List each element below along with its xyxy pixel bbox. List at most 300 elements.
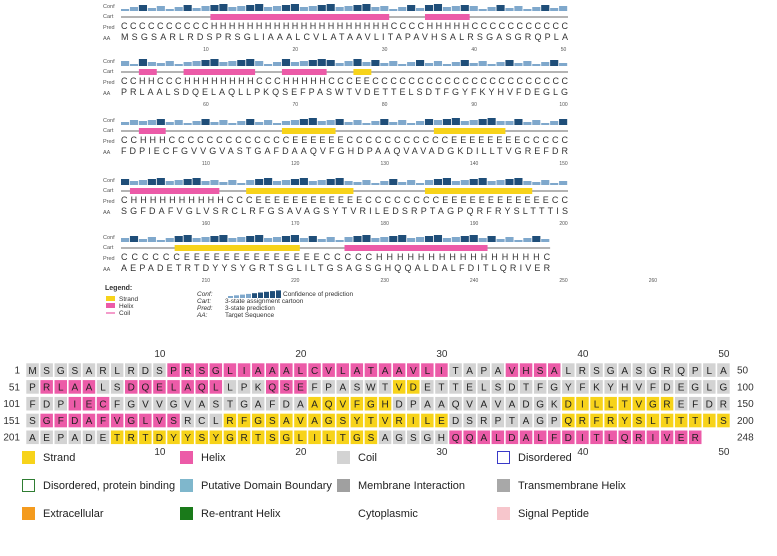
residue-letter: Y: [607, 382, 614, 394]
legend-key-cart_key: Cart:: [197, 298, 212, 305]
residue-letter: I: [242, 365, 246, 377]
residue-letter: S: [635, 416, 643, 428]
residue-letter: T: [663, 416, 671, 428]
residue-letter: A: [184, 382, 192, 394]
legend-desc-cart_desc: 3-state assignment cartoon: [225, 298, 304, 305]
residue-letter: S: [353, 382, 361, 394]
key-item-signal-peptide: [497, 507, 589, 520]
psipred-row-label-pred: Pred: [103, 25, 115, 31]
residue-letter: F: [692, 399, 699, 411]
residue-letter: D: [282, 399, 290, 411]
psipred-row-label-cart: Cart: [103, 128, 114, 134]
position-tick-label: 200: [559, 221, 568, 227]
psipred-row-label-aa: AA: [103, 150, 111, 156]
residue-letter: A: [438, 399, 445, 411]
position-tick-label: 120: [291, 161, 300, 167]
position-tick-label: 20: [292, 47, 299, 53]
residue-letter: A: [480, 433, 488, 444]
residue-letter: A: [282, 416, 290, 428]
sequence-string: AEPADETRTDYYSYGRTSGLILTGSAGSGHQQALDALFDITLQRIVER: [121, 263, 551, 273]
residue-letter: S: [212, 399, 220, 411]
residue-letter: D: [451, 416, 460, 428]
residue-letter: Q: [620, 433, 629, 444]
key-label-strand: Strand: [43, 451, 76, 464]
residue-letter: D: [705, 399, 713, 411]
residue-letter: P: [57, 399, 65, 411]
psipred-row-label-aa: AA: [103, 91, 111, 97]
residue-letter: H: [621, 382, 629, 394]
residue-letter: S: [635, 365, 643, 377]
position-tick-label: 60: [203, 102, 209, 108]
residue-letter: T: [452, 365, 459, 377]
key-item-membrane-interaction: [337, 479, 465, 492]
residue-letter: S: [198, 365, 206, 377]
residue-letter: F: [537, 382, 544, 394]
residue-letter: K: [593, 382, 600, 394]
key-item-disordered: [497, 451, 572, 464]
residue-letter: E: [424, 382, 431, 394]
residue-letter: R: [663, 365, 671, 377]
residue-letter: F: [241, 416, 248, 428]
residue-letter: S: [113, 382, 121, 394]
position-tick-label: 250: [559, 278, 568, 284]
key-swatch-disordered-protein-binding: [22, 479, 35, 492]
key-item-helix: [180, 451, 225, 464]
residue-letter: Y: [212, 433, 220, 444]
residue-letter: C: [198, 416, 206, 428]
residue-letter: L: [100, 382, 106, 394]
residue-letter: F: [311, 382, 318, 394]
residue-letter: P: [240, 382, 248, 394]
residue-letter: G: [423, 433, 432, 444]
residue-letter: D: [663, 382, 671, 394]
residue-letter: T: [621, 399, 628, 411]
residue-letter: S: [29, 416, 36, 428]
residue-letter: E: [466, 382, 473, 394]
residue-letter: A: [480, 399, 488, 411]
prediction-string: CCHHHCCCCCCCCCCCCCEEEEEECCCCCCCCCCCEEEEEEEECCCCC: [121, 135, 568, 145]
residue-letter: G: [395, 433, 403, 444]
residue-letter: L: [213, 416, 219, 428]
row-end-number: 200: [737, 415, 754, 427]
residue-letter: F: [99, 416, 107, 428]
residue-letter: S: [466, 416, 473, 428]
key-label-signal-peptide: Signal Peptide: [518, 507, 589, 520]
residue-letter: D: [564, 433, 572, 444]
residue-letter: Q: [268, 382, 277, 394]
row-end-number: 150: [737, 399, 754, 411]
residue-letter: L: [213, 382, 219, 394]
residue-letter: F: [269, 399, 276, 411]
residue-letter: C: [99, 399, 107, 411]
key-label-cytoplasmic: Cytoplasmic: [358, 507, 418, 520]
residue-letter: D: [508, 433, 516, 444]
residue-letter: F: [649, 382, 656, 394]
residue-letter: L: [424, 416, 431, 428]
position-tick-label: 90: [471, 102, 477, 108]
residue-letter: F: [579, 382, 586, 394]
residue-letter: E: [297, 382, 304, 394]
psipred-row-label-aa: AA: [103, 36, 111, 42]
legend-helix-label: Helix: [119, 303, 134, 310]
feature-key: [22, 451, 762, 551]
residue-letter: V: [381, 416, 389, 428]
residue-letter: G: [649, 399, 657, 411]
key-item-re-entrant-helix: [180, 507, 280, 520]
residue-letter: G: [324, 416, 333, 428]
residue-letter: G: [127, 399, 136, 411]
legend-key-pred_key: Pred:: [197, 305, 213, 312]
residue-letter: Q: [141, 382, 150, 394]
psipred-row-label-pred: Pred: [103, 256, 115, 262]
residue-letter: A: [395, 365, 403, 377]
key-label-membrane-interaction: Membrane Interaction: [358, 479, 465, 492]
psipred-row-label-cart: Cart: [103, 14, 114, 20]
psipred-row-label-cart: Cart: [103, 188, 114, 194]
residue-letter: S: [339, 416, 347, 428]
residue-letter: T: [438, 382, 445, 394]
residue-letter: L: [650, 416, 656, 428]
legend-key-conf_key: Conf:: [197, 291, 213, 298]
psipred-row-label-pred: Pred: [103, 139, 115, 145]
key-label-coil: Coil: [358, 451, 377, 464]
residue-letter: P: [170, 365, 177, 377]
residue-letter: L: [340, 365, 346, 377]
residue-letter: F: [114, 399, 121, 411]
residue-letter: Y: [621, 416, 629, 428]
residue-letter: R: [578, 365, 587, 377]
key-swatch-extracellular: [22, 507, 35, 520]
sequence-string: FDPIECFGVVGVASTGAFDAAQVFGHDPAAQVAVADGKDILLTVGREFDR: [121, 146, 568, 156]
legend-desc-conf_desc: Confidence of prediction: [283, 291, 354, 298]
residue-letter: R: [42, 382, 51, 394]
residue-letter: A: [508, 399, 516, 411]
residue-letter: S: [268, 416, 276, 428]
residue-letter: R: [691, 433, 699, 444]
residue-letter: D: [564, 399, 572, 411]
psipred-row-label-conf: Conf: [103, 235, 115, 241]
residue-letter: L: [706, 382, 713, 394]
residue-letter: T: [678, 416, 685, 428]
residue-letter: A: [550, 365, 558, 377]
residue-letter: T: [452, 382, 459, 394]
residue-letter: A: [282, 365, 290, 377]
residue-letter: G: [536, 416, 544, 428]
residue-letter: G: [240, 399, 248, 411]
residue-letter: L: [227, 365, 233, 377]
position-tick-label: 230: [380, 278, 389, 284]
residue-letter: R: [240, 433, 248, 444]
residue-letter: A: [339, 382, 347, 394]
row-end-number: 248: [737, 432, 754, 444]
residue-letter: F: [57, 416, 64, 428]
residue-letter: L: [58, 382, 64, 394]
residue-letter: A: [353, 365, 361, 377]
residue-letter: Q: [451, 433, 460, 444]
residue-letter: G: [691, 382, 700, 394]
residue-letter: R: [578, 416, 587, 428]
position-tick-label: 140: [469, 161, 479, 167]
residue-letter: V: [494, 399, 502, 411]
bottom-position-tick: 30: [436, 447, 448, 458]
residue-letter: G: [367, 399, 375, 411]
residue-letter: A: [381, 365, 389, 377]
residue-letter: V: [156, 416, 163, 428]
legend-title: Legend:: [105, 285, 133, 292]
position-tick-label: 50: [560, 47, 567, 53]
position-tick-label: 40: [471, 47, 477, 53]
residue-letter: S: [268, 433, 276, 444]
residue-letter: Y: [170, 433, 177, 444]
residue-letter: D: [141, 365, 150, 377]
residue-letter: T: [142, 433, 149, 444]
residue-letter: A: [85, 382, 93, 394]
key-label-disordered-protein-binding: Disordered, protein binding: [43, 479, 176, 492]
key-swatch-membrane-interaction: [337, 479, 350, 492]
prediction-string: CCHHCCCHHHHHHHHCCCHHHHHCCCEECCCCCCCCCCCCCCCCCCCCCC: [121, 76, 568, 86]
residue-letter: D: [395, 399, 403, 411]
position-tick-label: 260: [648, 278, 658, 284]
key-label-disordered: Disordered: [518, 451, 572, 464]
top-position-tick: 20: [295, 349, 307, 360]
residue-letter: A: [268, 365, 276, 377]
position-tick-label: 170: [291, 221, 300, 227]
key-swatch-strand: [22, 451, 35, 464]
prediction-string: CHHHHHHHHHHCCCEEEEEEEEEEEECCCCCCCCEEEEEEEEEEEECC: [121, 195, 568, 205]
residue-letter: T: [114, 433, 121, 444]
residue-letter: C: [310, 365, 319, 377]
key-swatch-helix: [180, 451, 193, 464]
bottom-position-tick: 20: [295, 447, 307, 458]
key-item-strand: [22, 451, 75, 464]
residue-letter: V: [395, 382, 403, 394]
residue-letter: G: [550, 382, 559, 394]
key-label-re-entrant-helix: Re-entrant Helix: [201, 507, 281, 520]
key-swatch-coil: [337, 451, 350, 464]
residue-letter: R: [127, 365, 135, 377]
row-start-number: 101: [3, 399, 20, 411]
residue-letter: I: [73, 399, 77, 411]
residue-letter: G: [282, 433, 291, 444]
position-tick-label: 160: [201, 221, 211, 227]
residue-letter: R: [99, 365, 107, 377]
top-position-tick: 50: [718, 349, 730, 360]
residue-letter: L: [607, 399, 614, 411]
row-end-number: 50: [737, 365, 749, 377]
legend-coil-label: Coil: [119, 310, 131, 317]
residue-letter: W: [366, 382, 376, 394]
residue-letter: R: [606, 416, 615, 428]
residue-letter: S: [593, 365, 600, 377]
residue-letter: S: [409, 433, 417, 444]
residue-letter: P: [57, 433, 65, 444]
residue-letter: P: [409, 399, 417, 411]
residue-letter: R: [184, 416, 192, 428]
residue-letter: V: [635, 382, 643, 394]
residue-letter: A: [85, 365, 93, 377]
residue-letter: V: [508, 365, 516, 377]
residue-letter: A: [71, 433, 79, 444]
residue-letter: D: [155, 433, 164, 444]
residue-letter: S: [282, 382, 290, 394]
residue-letter: V: [325, 365, 332, 377]
key-item-coil: [337, 451, 377, 464]
position-tick-label: 70: [292, 102, 299, 108]
residue-letter: A: [424, 399, 431, 411]
residue-letter: L: [593, 399, 600, 411]
residue-letter: I: [581, 399, 584, 411]
psipred-row-label-conf: Conf: [103, 178, 115, 184]
residue-letter: G: [127, 416, 136, 428]
residue-letter: Q: [564, 416, 573, 428]
residue-letter: S: [198, 433, 206, 444]
residue-letter: L: [227, 382, 233, 394]
residue-letter: A: [29, 433, 36, 444]
position-tick-label: 80: [381, 102, 388, 108]
residue-letter: R: [663, 399, 671, 411]
residue-letter: G: [42, 416, 51, 428]
residue-letter: G: [211, 365, 220, 377]
residue-letter: Q: [324, 399, 333, 411]
residue-letter: A: [466, 365, 473, 377]
top-position-tick: 30: [436, 349, 448, 360]
legend-key-aa_key: AA:: [197, 312, 208, 318]
position-tick-label: 130: [380, 161, 389, 167]
key-item-extracellular: [22, 507, 104, 520]
residue-letter: P: [325, 382, 332, 394]
residue-letter: R: [184, 365, 192, 377]
residue-letter: L: [170, 382, 177, 394]
residue-letter: E: [43, 433, 50, 444]
residue-letter: V: [156, 399, 163, 411]
position-tick-label: 240: [469, 278, 479, 284]
residue-letter: V: [339, 399, 347, 411]
residue-letter: F: [551, 433, 558, 444]
residue-letter: A: [297, 399, 304, 411]
top-position-tick: 10: [154, 349, 166, 360]
key-item-disordered-protein-binding: [22, 479, 175, 492]
residue-letter: Q: [197, 382, 206, 394]
position-tick-label: 10: [203, 47, 209, 53]
residue-letter: T: [692, 416, 699, 428]
residue-letter: V: [663, 433, 671, 444]
residue-letter: L: [297, 433, 304, 444]
position-tick-label: 210: [201, 278, 211, 284]
residue-letter: F: [353, 399, 360, 411]
prediction-string: CCCCCCCCCCHHHHHHHHHHHHHHHHHHHHCCCCHHHHHCCCCCCCCCCC: [121, 21, 569, 31]
residue-letter: D: [85, 433, 93, 444]
psipred-row-label-cart: Cart: [103, 245, 114, 251]
residue-letter: R: [395, 416, 403, 428]
residue-letter: E: [677, 382, 685, 394]
residue-letter: Y: [353, 416, 361, 428]
residue-letter: L: [607, 433, 614, 444]
legend-strand-label: Strand: [119, 296, 139, 303]
residue-letter: A: [254, 399, 262, 411]
residue-letter: A: [71, 382, 79, 394]
residue-letter: R: [127, 433, 135, 444]
residue-letter: A: [720, 365, 727, 377]
residue-letter: P: [691, 365, 699, 377]
residue-letter: G: [353, 433, 361, 444]
residue-letter: G: [649, 365, 657, 377]
residue-letter: E: [99, 433, 107, 444]
residue-letter: S: [156, 365, 163, 377]
residue-letter: M: [28, 365, 37, 377]
psipred-row-label-conf: Conf: [103, 59, 115, 65]
residue-letter: S: [170, 416, 177, 428]
residue-letter: R: [226, 416, 234, 428]
residue-letter: T: [367, 416, 374, 428]
key-item-putative-domain-boundary: [180, 479, 332, 492]
sequence-string: SGFDAFVGLVSRCLRFGSAVAGSYTVRILEDSRPTAGPQRFRYSLTTTIS: [121, 206, 569, 216]
residue-letter: A: [494, 365, 502, 377]
sequence-string: PRLAALSDQELAQLLPKQSEFPASWTVDETTELSDTFGYFKYHVFDEGLG: [121, 87, 568, 97]
key-label-extracellular: Extracellular: [43, 507, 104, 520]
residue-letter: S: [494, 382, 502, 394]
bottom-position-tick: 40: [577, 447, 589, 458]
residue-letter: Y: [184, 433, 192, 444]
residue-letter: L: [142, 416, 149, 428]
residue-letter: I: [313, 433, 316, 444]
position-tick-label: 30: [381, 47, 388, 53]
legend-desc-aa_desc: Target Sequence: [225, 312, 275, 318]
residue-letter: L: [297, 365, 304, 377]
row-start-number: 51: [8, 382, 20, 394]
position-tick-label: 100: [559, 102, 568, 108]
residue-letter: A: [381, 433, 389, 444]
residue-letter: S: [536, 365, 544, 377]
key-item-cytoplasmic: [337, 507, 418, 520]
residue-letter: S: [367, 433, 375, 444]
residue-letter: G: [719, 382, 728, 394]
residue-letter: V: [142, 399, 149, 411]
residue-letter: I: [440, 365, 443, 377]
residue-letter: E: [85, 399, 93, 411]
psipred-row-label-aa: AA: [103, 210, 111, 216]
residue-letter: A: [311, 399, 318, 411]
residue-letter: I: [651, 433, 655, 444]
prediction-string: CCCCCCEEEEEEEEEEEEEECCCCCHHHHHHHHHHHHHHHHC: [121, 252, 551, 262]
residue-letter: A: [254, 365, 262, 377]
position-tick-label: 190: [469, 221, 479, 227]
residue-letter: I: [581, 433, 584, 444]
residue-letter: V: [113, 416, 121, 428]
residue-letter: H: [381, 399, 389, 411]
key-label-helix: Helix: [201, 451, 226, 464]
psipred-row-label-conf: Conf: [103, 118, 115, 124]
residue-letter: V: [184, 399, 192, 411]
psipred-row-label-aa: AA: [103, 267, 111, 273]
sequence-string: MSGSARLRDSPRSGLIAAALCVLATAAVLITAPAVHSALRSGASGRQPLA: [121, 32, 568, 42]
position-tick-label: 220: [291, 278, 300, 284]
residue-letter: A: [311, 416, 318, 428]
residue-letter: G: [56, 365, 65, 377]
residue-letter: T: [339, 433, 346, 444]
residue-letter: D: [71, 416, 79, 428]
residue-letter: T: [226, 399, 234, 411]
residue-letter: A: [85, 416, 93, 428]
residue-letter: I: [707, 416, 711, 428]
residue-letter: T: [382, 382, 389, 394]
position-tick-label: 180: [380, 221, 389, 227]
residue-letter: H: [522, 365, 530, 377]
residue-letter: F: [29, 399, 36, 411]
residue-letter: G: [536, 399, 544, 411]
residue-letter: L: [565, 365, 572, 377]
residue-letter: L: [424, 365, 431, 377]
bottom-position-tick: 50: [718, 447, 730, 458]
